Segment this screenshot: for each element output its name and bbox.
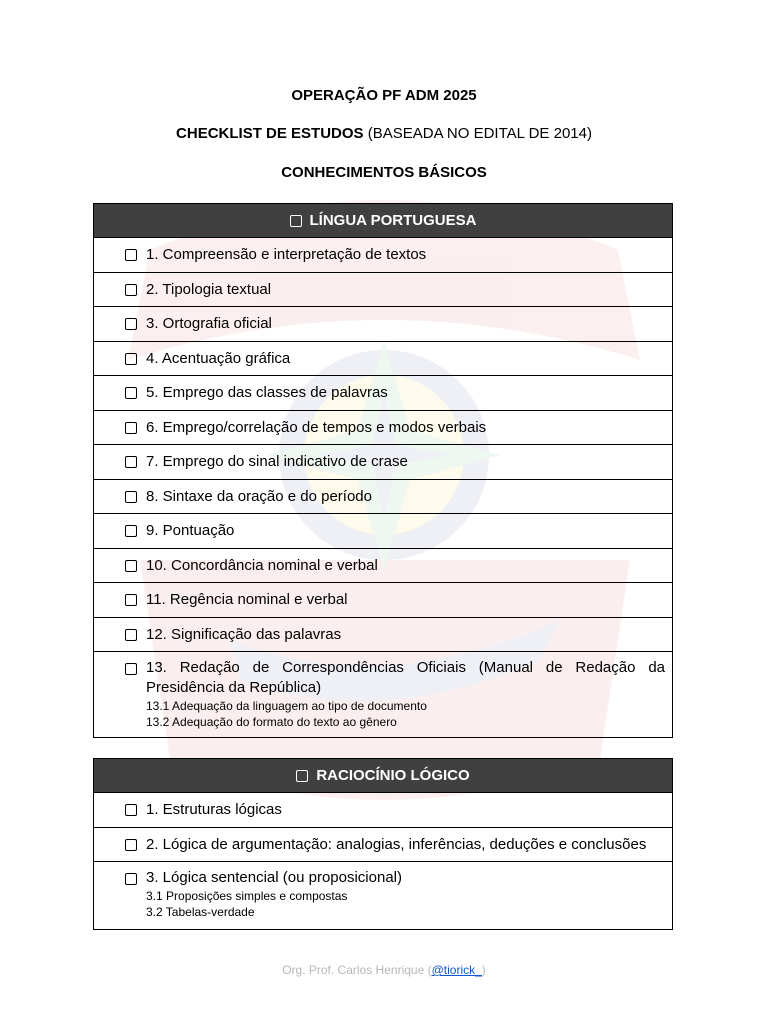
subitem-label: 3.1 Proposições simples e compostas bbox=[146, 889, 348, 903]
checkbox-icon[interactable] bbox=[125, 804, 137, 816]
checklist-item[interactable] bbox=[94, 273, 672, 307]
lingua-portuguesa-panel bbox=[93, 203, 673, 738]
checklist-item[interactable] bbox=[94, 411, 672, 445]
lingua-portuguesa-header[interactable] bbox=[94, 204, 672, 238]
item-label: 3. Lógica sentencial (ou proposicional) bbox=[146, 869, 402, 886]
checklist-item[interactable] bbox=[94, 862, 672, 929]
header-checkbox-icon[interactable] bbox=[296, 770, 308, 782]
raciocinio-logico-panel bbox=[93, 758, 673, 930]
item-label: 6. Emprego/correlação de tempos e modos verbais bbox=[146, 418, 487, 436]
item-label: 8. Sintaxe da oração e do período bbox=[146, 487, 372, 505]
subitem-label: 13.1 Adequação da linguagem ao tipo de documento bbox=[146, 699, 427, 713]
panel-title: LÍNGUA PORTUGUESA bbox=[309, 212, 477, 229]
item-label: 10. Concordância nominal e verbal bbox=[146, 556, 378, 574]
checkbox-icon[interactable] bbox=[125, 629, 137, 641]
item-label: 9. Pontuação bbox=[146, 522, 235, 539]
panel-title: RACIOCÍNIO LÓGICO bbox=[316, 767, 470, 784]
item-label: 5. Emprego das classes de palavras bbox=[146, 384, 388, 401]
checkbox-icon[interactable] bbox=[125, 525, 137, 537]
checklist-item[interactable] bbox=[94, 583, 672, 618]
checklist-item[interactable] bbox=[94, 307, 672, 342]
checklist-subtitle bbox=[0, 125, 768, 143]
footer-text: Org. Prof. Carlos Henrique ( bbox=[282, 963, 432, 977]
checklist-item[interactable] bbox=[94, 376, 672, 411]
item-label: 2. Tipologia textual bbox=[146, 280, 272, 298]
checkbox-icon[interactable] bbox=[125, 387, 137, 399]
item-label: 1. Compreensão e interpretação de textos bbox=[146, 246, 427, 263]
item-label: 12. Significação das palavras bbox=[146, 625, 342, 643]
checklist-item[interactable] bbox=[94, 238, 672, 273]
checkbox-icon[interactable] bbox=[125, 284, 137, 296]
checklist-item[interactable] bbox=[94, 445, 672, 480]
subitem-label: 3.2 Tabelas-verdade bbox=[146, 905, 255, 919]
checkbox-icon[interactable] bbox=[125, 249, 137, 261]
subtitle-bold: CHECKLIST DE ESTUDOS bbox=[176, 125, 364, 142]
checkbox-icon[interactable] bbox=[125, 560, 137, 572]
checklist-item[interactable] bbox=[94, 618, 672, 652]
checkbox-icon[interactable] bbox=[125, 594, 137, 606]
item-label: 4. Acentuação gráfica bbox=[146, 349, 291, 367]
subtitle-rest: (BASEADA NO EDITAL DE 2014) bbox=[363, 125, 592, 142]
item-label: 11. Regência nominal e verbal bbox=[146, 591, 348, 608]
checklist-item[interactable] bbox=[94, 828, 672, 862]
section-title: CONHECIMENTOS BÁSICOS bbox=[281, 164, 487, 181]
checklist-item[interactable] bbox=[94, 514, 672, 549]
footer-credit bbox=[0, 963, 768, 977]
checkbox-icon[interactable] bbox=[125, 318, 137, 330]
checkbox-icon[interactable] bbox=[125, 663, 137, 675]
header-checkbox-icon[interactable] bbox=[290, 215, 302, 227]
checkbox-icon[interactable] bbox=[125, 422, 137, 434]
document-title: OPERAÇÃO PF ADM 2025 bbox=[291, 87, 477, 104]
item-label: 7. Emprego do sinal indicativo de crase bbox=[146, 453, 408, 470]
item-label: 2. Lógica de argumentação: analogias, inferências, deduções e conclusões bbox=[146, 835, 647, 853]
checklist-item[interactable] bbox=[94, 549, 672, 583]
checkbox-icon[interactable] bbox=[125, 353, 137, 365]
raciocinio-logico-header[interactable] bbox=[94, 759, 672, 793]
checklist-item[interactable] bbox=[94, 342, 672, 376]
checklist-item[interactable] bbox=[94, 480, 672, 514]
author-handle-link[interactable]: @tiorick_ bbox=[431, 963, 482, 977]
checklist-item[interactable] bbox=[94, 793, 672, 828]
item-label: 3. Ortografia oficial bbox=[146, 315, 272, 332]
checklist-item[interactable] bbox=[94, 652, 672, 737]
item-label: 1. Estruturas lógicas bbox=[146, 801, 282, 818]
subitem-label: 13.2 Adequação do formato do texto ao gênero bbox=[146, 715, 397, 729]
item-label: 13. Redação de Correspondências Oficiais (Manual de Redação da Presidência da República) bbox=[146, 659, 665, 696]
footer-close: ) bbox=[481, 963, 486, 977]
checkbox-icon[interactable] bbox=[125, 491, 137, 503]
checkbox-icon[interactable] bbox=[125, 839, 137, 851]
checkbox-icon[interactable] bbox=[125, 873, 137, 885]
checkbox-icon[interactable] bbox=[125, 456, 137, 468]
